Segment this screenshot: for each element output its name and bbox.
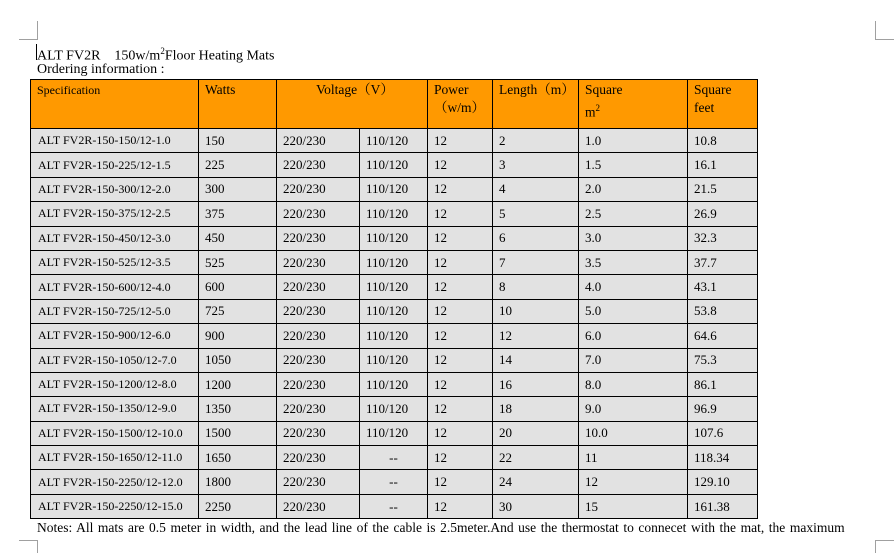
cell-square-feet: 161.38 (688, 494, 758, 518)
cell-specification: ALT FV2R-150-525/12-3.5 (31, 250, 199, 274)
crop-mark-bottom-right (875, 540, 894, 553)
cell-square-m: 6.0 (579, 324, 688, 348)
cell-power: 12 (428, 421, 493, 445)
cell-square-feet: 26.9 (688, 202, 758, 226)
cell-power: 12 (428, 348, 493, 372)
cell-voltage-high: 220/230 (277, 202, 360, 226)
notes-text: Notes: All mats are 0.5 meter in width, and the lead line of the cable is 2.5meter.And use the thermostat to connecet with the mat, the maximum (37, 520, 845, 535)
cell-length: 20 (493, 421, 579, 445)
cell-power: 12 (428, 275, 493, 299)
cell-length: 30 (493, 494, 579, 518)
header-square-feet-label: Square (694, 82, 732, 97)
cell-power: 12 (428, 397, 493, 421)
cell-voltage-high: 220/230 (277, 129, 360, 153)
cell-specification: ALT FV2R-150-2250/12-15.0 (31, 494, 199, 518)
cell-square-m: 5.0 (579, 299, 688, 323)
cell-square-feet: 96.9 (688, 397, 758, 421)
cell-watts: 1200 (199, 372, 277, 396)
cell-watts: 1050 (199, 348, 277, 372)
cell-square-feet: 129.10 (688, 470, 758, 494)
header-power-label: Power (434, 82, 469, 97)
cell-length: 18 (493, 397, 579, 421)
cell-power: 12 (428, 202, 493, 226)
cell-power: 12 (428, 446, 493, 470)
cell-square-m: 7.0 (579, 348, 688, 372)
cell-length: 6 (493, 226, 579, 250)
cell-square-feet: 43.1 (688, 275, 758, 299)
cell-voltage-low: 110/120 (360, 275, 428, 299)
title-rating: 150w/m (114, 48, 161, 64)
cell-square-m: 11 (579, 446, 688, 470)
cell-power: 12 (428, 494, 493, 518)
table-row (31, 129, 758, 153)
cell-specification: ALT FV2R-150-600/12-4.0 (31, 275, 199, 299)
header-voltage: Voltage（V） (277, 80, 428, 129)
cell-voltage-low: -- (360, 446, 428, 470)
table-row (31, 421, 758, 445)
cell-specification: ALT FV2R-150-1200/12-8.0 (31, 372, 199, 396)
cell-specification: ALT FV2R-150-2250/12-12.0 (31, 470, 199, 494)
cell-square-m: 10.0 (579, 421, 688, 445)
table-row (31, 470, 758, 494)
cell-power: 12 (428, 226, 493, 250)
table-row (31, 153, 758, 177)
cell-square-feet: 75.3 (688, 348, 758, 372)
ordering-info-label: Ordering information : (37, 62, 165, 77)
cell-watts: 150 (199, 129, 277, 153)
cell-square-m: 8.0 (579, 372, 688, 396)
square-m-superscript: 2 (595, 103, 601, 113)
cell-voltage-low: 110/120 (360, 129, 428, 153)
table-row (31, 250, 758, 274)
table-row (31, 202, 758, 226)
cell-voltage-high: 220/230 (277, 470, 360, 494)
title-description: Floor Heating Mats (164, 48, 275, 64)
cell-square-feet: 64.6 (688, 324, 758, 348)
cell-length: 8 (493, 275, 579, 299)
title-product: ALT FV2R (37, 48, 101, 64)
cell-square-feet: 21.5 (688, 177, 758, 201)
cell-square-m: 9.0 (579, 397, 688, 421)
cell-watts: 725 (199, 299, 277, 323)
cell-length: 5 (493, 202, 579, 226)
title-rating-superscript: 2 (160, 46, 165, 56)
table-row (31, 275, 758, 299)
cell-watts: 2250 (199, 494, 277, 518)
cell-length: 14 (493, 348, 579, 372)
cell-watts: 525 (199, 250, 277, 274)
cell-watts: 1800 (199, 470, 277, 494)
cell-voltage-high: 220/230 (277, 250, 360, 274)
cell-voltage-high: 220/230 (277, 275, 360, 299)
cell-watts: 600 (199, 275, 277, 299)
cell-square-m: 3.5 (579, 250, 688, 274)
cell-watts: 1500 (199, 421, 277, 445)
cell-power: 12 (428, 324, 493, 348)
cell-square-feet: 86.1 (688, 372, 758, 396)
cell-length: 12 (493, 324, 579, 348)
cell-specification: ALT FV2R-150-725/12-5.0 (31, 299, 199, 323)
cell-watts: 450 (199, 226, 277, 250)
cell-length: 10 (493, 299, 579, 323)
cell-square-feet: 53.8 (688, 299, 758, 323)
header-length: Length（m） (493, 80, 579, 129)
ordering-table (30, 79, 758, 519)
cell-length: 24 (493, 470, 579, 494)
crop-mark-top-left (19, 21, 38, 40)
cell-voltage-low: 110/120 (360, 177, 428, 201)
cell-square-m: 2.0 (579, 177, 688, 201)
cell-voltage-high: 220/230 (277, 494, 360, 518)
cell-voltage-high: 220/230 (277, 299, 360, 323)
cell-power: 12 (428, 470, 493, 494)
header-square-m-label: Square (585, 82, 623, 97)
cell-watts: 1650 (199, 446, 277, 470)
cell-watts: 375 (199, 202, 277, 226)
table-row (31, 299, 758, 323)
cell-voltage-high: 220/230 (277, 226, 360, 250)
cell-length: 22 (493, 446, 579, 470)
cell-voltage-low: 110/120 (360, 372, 428, 396)
cell-specification: ALT FV2R-150-150/12-1.0 (31, 129, 199, 153)
table-row (31, 348, 758, 372)
cell-square-m: 15 (579, 494, 688, 518)
cell-square-m: 4.0 (579, 275, 688, 299)
cell-length: 16 (493, 372, 579, 396)
cell-voltage-low: 110/120 (360, 299, 428, 323)
cell-watts: 900 (199, 324, 277, 348)
cell-voltage-low: 110/120 (360, 324, 428, 348)
cell-square-m: 2.5 (579, 202, 688, 226)
cell-voltage-high: 220/230 (277, 372, 360, 396)
cell-power: 12 (428, 299, 493, 323)
cell-specification: ALT FV2R-150-300/12-2.0 (31, 177, 199, 201)
cell-power: 12 (428, 129, 493, 153)
cell-voltage-high: 220/230 (277, 421, 360, 445)
cell-square-m: 1.5 (579, 153, 688, 177)
cell-voltage-high: 220/230 (277, 177, 360, 201)
cell-voltage-high: 220/230 (277, 397, 360, 421)
cell-specification: ALT FV2R-150-900/12-6.0 (31, 324, 199, 348)
cell-voltage-low: 110/120 (360, 348, 428, 372)
table-row (31, 177, 758, 201)
cell-square-feet: 10.8 (688, 129, 758, 153)
cell-specification: ALT FV2R-150-1050/12-7.0 (31, 348, 199, 372)
cell-watts: 225 (199, 153, 277, 177)
cell-voltage-high: 220/230 (277, 446, 360, 470)
crop-mark-bottom-left (19, 540, 38, 553)
cell-specification: ALT FV2R-150-1500/12-10.0 (31, 421, 199, 445)
cell-length: 3 (493, 153, 579, 177)
table-row (31, 446, 758, 470)
cell-voltage-high: 220/230 (277, 324, 360, 348)
cell-specification: ALT FV2R-150-1350/12-9.0 (31, 397, 199, 421)
cell-square-feet: 107.6 (688, 421, 758, 445)
cell-voltage-low: 110/120 (360, 153, 428, 177)
cell-voltage-low: -- (360, 470, 428, 494)
table-row (31, 397, 758, 421)
cell-voltage-low: 110/120 (360, 397, 428, 421)
table-row (31, 226, 758, 250)
header-power-unit: （w/m） (434, 100, 486, 115)
cell-power: 12 (428, 177, 493, 201)
cell-power: 12 (428, 372, 493, 396)
cell-square-m: 12 (579, 470, 688, 494)
table-row (31, 324, 758, 348)
cell-specification: ALT FV2R-150-1650/12-11.0 (31, 446, 199, 470)
cell-voltage-high: 220/230 (277, 153, 360, 177)
header-square-feet (688, 80, 758, 129)
cell-square-feet: 16.1 (688, 153, 758, 177)
cell-length: 4 (493, 177, 579, 201)
cell-power: 12 (428, 153, 493, 177)
cell-square-feet: 32.3 (688, 226, 758, 250)
cell-square-feet: 37.7 (688, 250, 758, 274)
header-square-feet-unit: feet (694, 100, 715, 115)
table-header-row (31, 80, 758, 129)
header-square-m (579, 80, 688, 129)
cell-voltage-low: -- (360, 494, 428, 518)
cell-voltage-low: 110/120 (360, 202, 428, 226)
cell-voltage-low: 110/120 (360, 226, 428, 250)
header-power (428, 80, 493, 129)
cell-voltage-low: 110/120 (360, 250, 428, 274)
cell-voltage-low: 110/120 (360, 421, 428, 445)
cell-specification: ALT FV2R-150-450/12-3.0 (31, 226, 199, 250)
cell-watts: 1350 (199, 397, 277, 421)
cell-length: 7 (493, 250, 579, 274)
cell-length: 2 (493, 129, 579, 153)
cell-specification: ALT FV2R-150-375/12-2.5 (31, 202, 199, 226)
crop-mark-top-right (875, 21, 894, 40)
table-row (31, 372, 758, 396)
cell-watts: 300 (199, 177, 277, 201)
header-square-m-unit (585, 99, 687, 122)
cell-power: 12 (428, 250, 493, 274)
square-m-unit-text: m (585, 104, 596, 120)
cell-square-feet: 118.34 (688, 446, 758, 470)
cell-square-m: 3.0 (579, 226, 688, 250)
header-specification: Specification (31, 80, 199, 129)
cell-voltage-high: 220/230 (277, 348, 360, 372)
table-row (31, 494, 758, 518)
header-watts: Watts (199, 80, 277, 129)
cell-specification: ALT FV2R-150-225/12-1.5 (31, 153, 199, 177)
cell-square-m: 1.0 (579, 129, 688, 153)
